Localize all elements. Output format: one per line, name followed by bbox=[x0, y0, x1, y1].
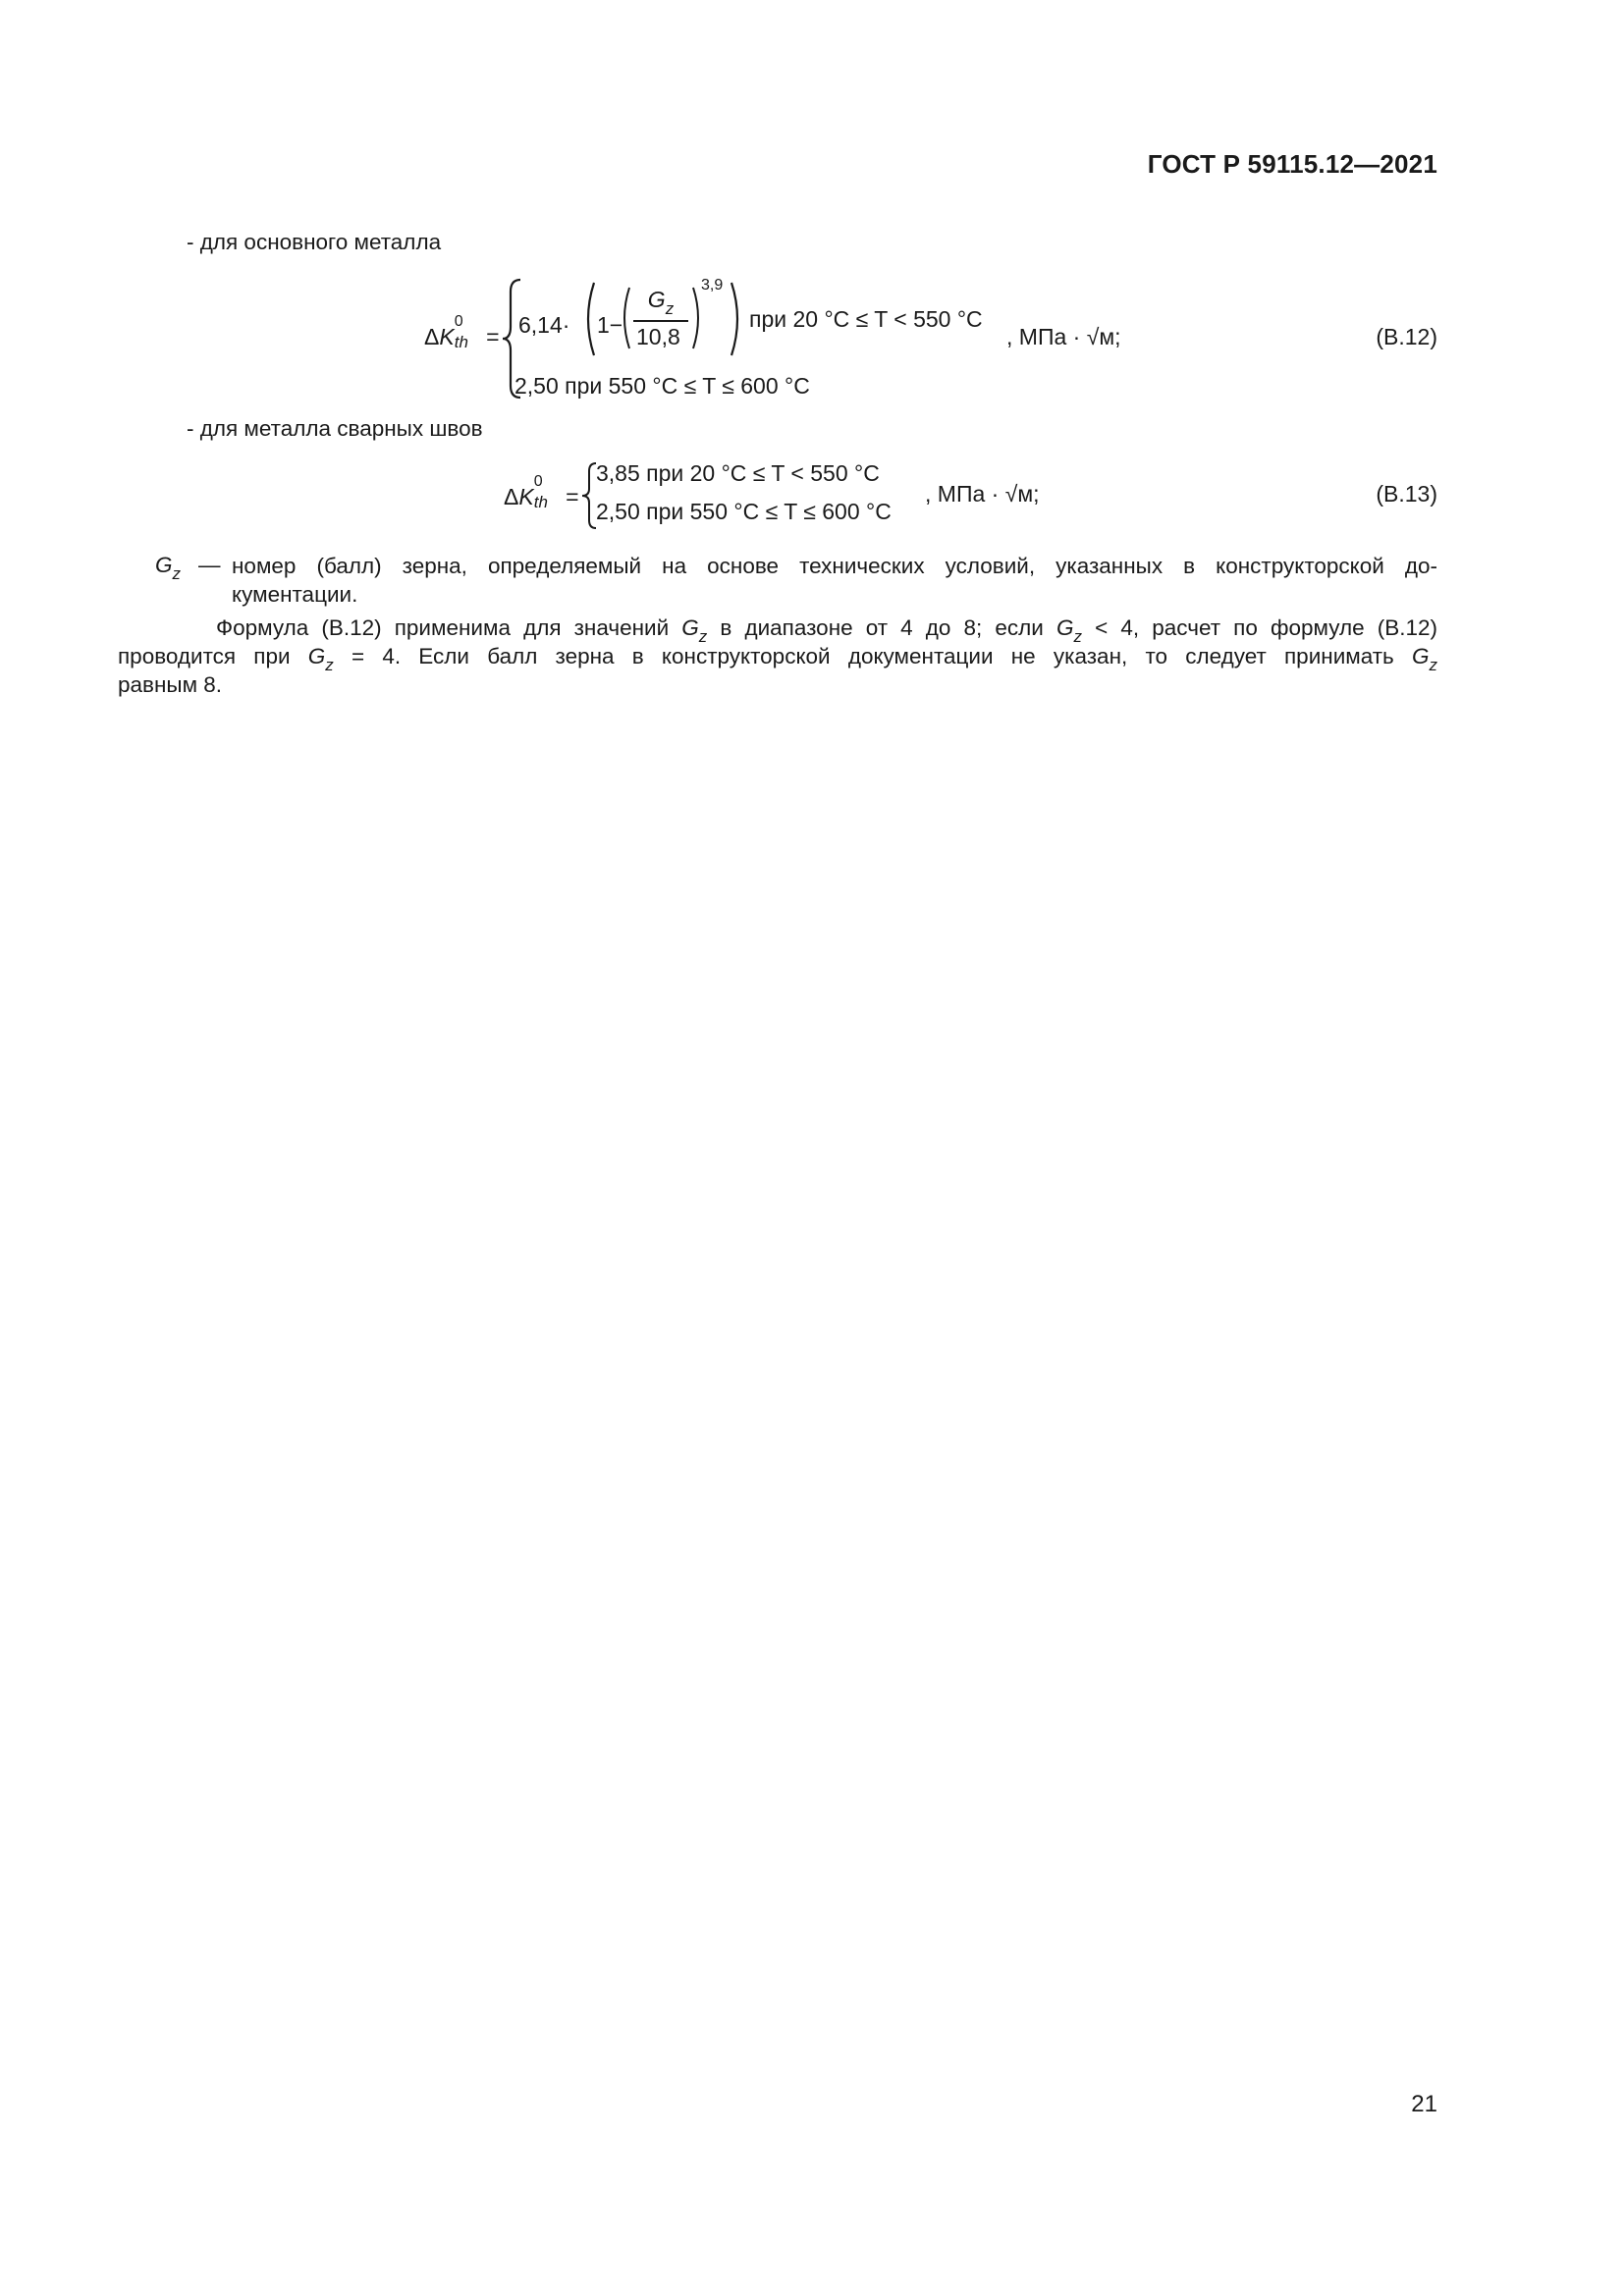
definition-dash: — bbox=[198, 553, 221, 577]
equals-sign: = bbox=[486, 324, 500, 349]
fraction-bar bbox=[633, 320, 688, 322]
units-b12: , МПа · √м; bbox=[1006, 324, 1121, 349]
lhs-subscript: th bbox=[533, 493, 548, 511]
fraction-numerator bbox=[631, 287, 690, 318]
delta-symbol: Δ bbox=[424, 324, 440, 349]
numerator-g: G bbox=[647, 287, 666, 312]
intro-weld-metal: - для металла сварных швов bbox=[187, 416, 483, 441]
equals-sign: = bbox=[566, 484, 579, 509]
definition-symbol: $G_z$ bbox=[155, 553, 182, 583]
definition-text-line1: номер (балл) зерна, определяемый на основе технических условий, указанных в конструкторской до- bbox=[232, 554, 1437, 578]
lhs-subscript: th bbox=[454, 333, 468, 351]
equation-number-b13: (В.13) bbox=[1376, 481, 1437, 507]
inner-left-paren-icon bbox=[617, 286, 632, 350]
case1-one-minus: 1− bbox=[597, 312, 623, 338]
case1-condition: при 20 °C ≤ T < 550 °C bbox=[749, 306, 983, 332]
outer-left-paren-icon bbox=[579, 281, 597, 357]
case1-coefficient: 6,14· bbox=[518, 312, 570, 338]
formula-b13-lhs bbox=[504, 473, 579, 511]
case2-b12: 2,50 при 550 °C ≤ T ≤ 600 °C bbox=[514, 373, 810, 399]
case1-b13: 3,85 при 20 °C ≤ T < 550 °C bbox=[596, 460, 880, 486]
outer-right-paren-icon bbox=[729, 281, 746, 357]
numerator-subscript: z bbox=[665, 299, 675, 318]
k-symbol: K bbox=[518, 484, 534, 509]
paragraph-line2: проводится при $G_z = 4$. Если балл зерна в конструкторской документации не указан, то следует принимать $G_z$ bbox=[118, 644, 1437, 674]
inner-right-paren-icon bbox=[690, 286, 706, 350]
formula-b12-lhs bbox=[424, 313, 500, 351]
equation-number-b12: (В.12) bbox=[1376, 324, 1437, 349]
definition-text-line2: кументации. bbox=[232, 582, 358, 607]
paragraph-line3: равным 8. bbox=[118, 672, 223, 697]
lhs-superscript: 0 bbox=[454, 313, 463, 330]
document-id-header: ГОСТ Р 59115.12—2021 bbox=[1147, 149, 1437, 179]
lhs-superscript: 0 bbox=[533, 473, 543, 490]
power-exponent: 3,9 bbox=[701, 277, 724, 294]
units-b13: , МПа · √м; bbox=[925, 481, 1040, 507]
k-symbol: K bbox=[439, 324, 455, 349]
paragraph-line1: Формула (В.12) применима для значений $G_z$ в диапазоне от 4 до 8; если $G_z < 4$, расчет по формуле (В.12) bbox=[216, 615, 1437, 646]
intro-base-metal: - для основного металла bbox=[187, 230, 442, 254]
page-number: 21 bbox=[1411, 2091, 1437, 2117]
fraction-denominator: 10,8 bbox=[636, 324, 680, 349]
delta-symbol: Δ bbox=[504, 484, 519, 509]
case2-b13: 2,50 при 550 °C ≤ T ≤ 600 °C bbox=[596, 499, 892, 524]
